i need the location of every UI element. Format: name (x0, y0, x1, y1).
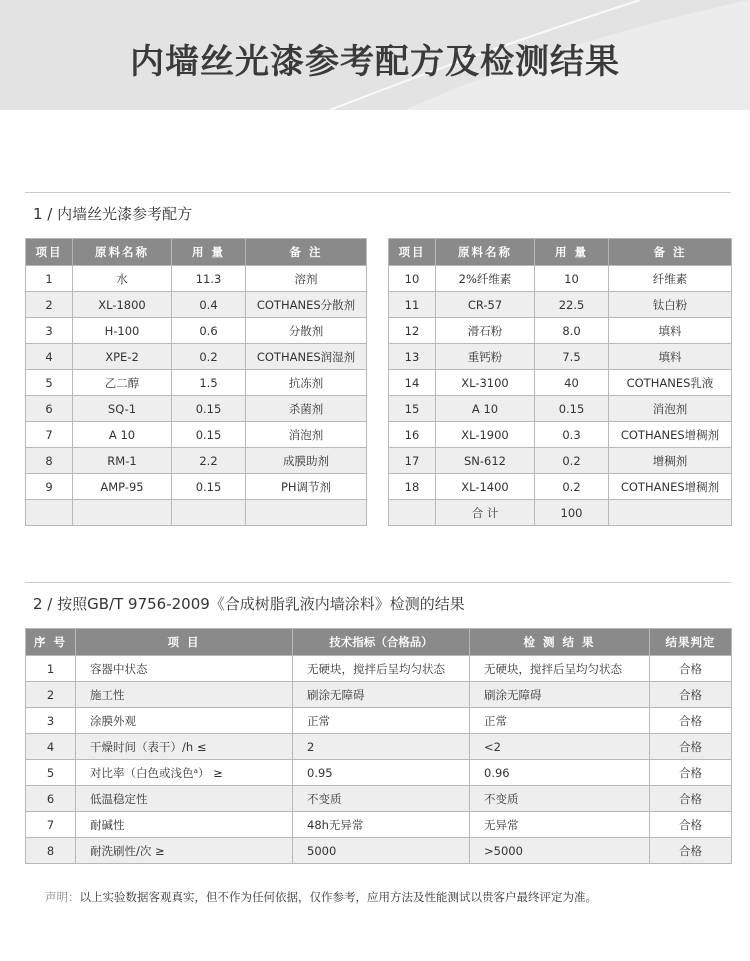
disclaimer-text: 以上实验数据客观真实，但不作为任何依据，仅作参考，应用方法及性能测试以贵客户最终评定为准。 (79, 890, 597, 904)
table-cell: >5000 (470, 838, 650, 864)
table-cell: 4 (26, 734, 76, 760)
table-cell: 增稠剂 (609, 448, 732, 474)
table-cell: SQ-1 (73, 396, 172, 422)
table-cell: 填料 (609, 344, 732, 370)
table-cell: 正常 (293, 708, 470, 734)
table-cell: 涂膜外观 (76, 708, 293, 734)
table-row (26, 344, 367, 370)
table-cell: XL-1400 (436, 474, 535, 500)
table-cell: 0.2 (172, 344, 246, 370)
table-row (26, 760, 732, 786)
col-header: 备 注 (609, 239, 732, 266)
table-row (389, 500, 732, 526)
table-cell: 乙二醇 (73, 370, 172, 396)
table-cell: 0.2 (535, 474, 609, 500)
table-cell: 0.95 (293, 760, 470, 786)
table-cell: 对比率（白色或浅色ᵃ） ≥ (76, 760, 293, 786)
table-cell: 2 (26, 682, 76, 708)
table-cell: 抗冻剂 (246, 370, 367, 396)
table-cell: 刷涂无障碍 (470, 682, 650, 708)
table-cell: 17 (389, 448, 436, 474)
table-cell: A 10 (73, 422, 172, 448)
table-cell: 10 (389, 266, 436, 292)
table-cell: 40 (535, 370, 609, 396)
table-cell: 8 (26, 448, 73, 474)
table-row (26, 396, 367, 422)
table-row (26, 266, 367, 292)
table-cell: 0.2 (535, 448, 609, 474)
table-cell: XL-1900 (436, 422, 535, 448)
table-cell: 纤维素 (609, 266, 732, 292)
table-cell: 容器中状态 (76, 656, 293, 682)
table-cell: 15 (389, 396, 436, 422)
table-cell: 合格 (650, 786, 732, 812)
table-cell: 10 (535, 266, 609, 292)
table-row (389, 422, 732, 448)
table-cell: 填料 (609, 318, 732, 344)
table-cell: XL-3100 (436, 370, 535, 396)
table-cell: 耐洗刷性/次 ≥ (76, 838, 293, 864)
table-cell: 3 (26, 708, 76, 734)
section2-title: 2 / 按照GB/T 9756-2009《合成树脂乳液内墙涂料》检测的结果 (33, 595, 465, 613)
table-row (389, 266, 732, 292)
table-cell: 0.15 (172, 474, 246, 500)
col-header: 原料名称 (73, 239, 172, 266)
table-cell: XPE-2 (73, 344, 172, 370)
col-header: 检 测 结 果 (470, 629, 650, 656)
formula-table-left (25, 238, 367, 526)
col-header: 原料名称 (436, 239, 535, 266)
disclaimer-label: 声明： (45, 890, 80, 904)
table-cell: 48h无异常 (293, 812, 470, 838)
table-row (26, 422, 367, 448)
table-cell: 4 (26, 344, 73, 370)
table-cell: H-100 (73, 318, 172, 344)
table-cell: 杀菌剂 (246, 396, 367, 422)
table-cell: 7 (26, 812, 76, 838)
table-cell: 无异常 (470, 812, 650, 838)
table-cell: CR-57 (436, 292, 535, 318)
table-cell: 合格 (650, 812, 732, 838)
table-cell: 干燥时间（表干）/h ≤ (76, 734, 293, 760)
table-cell: 14 (389, 370, 436, 396)
table-cell: 合格 (650, 838, 732, 864)
table-cell: 合格 (650, 656, 732, 682)
table-cell (26, 500, 73, 526)
table-cell: 消泡剂 (609, 396, 732, 422)
table-row (389, 474, 732, 500)
table-cell: SN-612 (436, 448, 535, 474)
table-row (389, 448, 732, 474)
table-cell: 5 (26, 760, 76, 786)
test-results-table (25, 628, 732, 864)
table-cell: 刷涂无障碍 (293, 682, 470, 708)
table-cell: 13 (389, 344, 436, 370)
table-cell: 0.3 (535, 422, 609, 448)
table-cell: 消泡剂 (246, 422, 367, 448)
table-cell: 合格 (650, 682, 732, 708)
table-row (26, 448, 367, 474)
table-cell: COTHANES润湿剂 (246, 344, 367, 370)
table-cell: 不变质 (470, 786, 650, 812)
table-cell: 6 (26, 786, 76, 812)
table-row (26, 474, 367, 500)
table-cell: 2 (293, 734, 470, 760)
table-cell: 100 (535, 500, 609, 526)
table-row (26, 838, 732, 864)
table-cell: 1 (26, 266, 73, 292)
table-cell: 水 (73, 266, 172, 292)
table-row (26, 682, 732, 708)
table-cell: COTHANES分散剂 (246, 292, 367, 318)
table-cell: 7 (26, 422, 73, 448)
col-header: 备 注 (246, 239, 367, 266)
table-cell: 无硬块，搅拌后呈均匀状态 (293, 656, 470, 682)
table-cell: 2 (26, 292, 73, 318)
table-cell: 5000 (293, 838, 470, 864)
table-row (26, 500, 367, 526)
table-row (389, 344, 732, 370)
table-cell: 成膜助剂 (246, 448, 367, 474)
table-row (26, 656, 732, 682)
table-row (389, 370, 732, 396)
table-cell: 合 计 (436, 500, 535, 526)
table-cell: 1.5 (172, 370, 246, 396)
table-cell: 6 (26, 396, 73, 422)
table-row (26, 370, 367, 396)
table-cell: 0.15 (172, 422, 246, 448)
table-cell: COTHANES增稠剂 (609, 422, 732, 448)
table-row (389, 318, 732, 344)
table-cell: 3 (26, 318, 73, 344)
table-cell: 11 (389, 292, 436, 318)
table-cell: 12 (389, 318, 436, 344)
table-row (26, 812, 732, 838)
col-header: 技术指标（合格品） (293, 629, 470, 656)
table-cell: 22.5 (535, 292, 609, 318)
table-cell: 无硬块，搅拌后呈均匀状态 (470, 656, 650, 682)
table-cell: 分散剂 (246, 318, 367, 344)
col-header: 序 号 (26, 629, 76, 656)
table-cell: 合格 (650, 760, 732, 786)
table-row (26, 292, 367, 318)
table-cell (609, 500, 732, 526)
table-cell: 0.15 (535, 396, 609, 422)
section2-divider (25, 582, 731, 583)
table-cell: 重钙粉 (436, 344, 535, 370)
table-row (26, 318, 367, 344)
table-cell: 2%纤维素 (436, 266, 535, 292)
table-cell: COTHANES乳液 (609, 370, 732, 396)
table-cell: 16 (389, 422, 436, 448)
table-cell (389, 500, 436, 526)
table-cell: 8.0 (535, 318, 609, 344)
table-cell: RM-1 (73, 448, 172, 474)
table-row (389, 396, 732, 422)
disclaimer-note (45, 889, 597, 905)
table-cell: 正常 (470, 708, 650, 734)
table-row (389, 292, 732, 318)
col-header: 项目 (389, 239, 436, 266)
table-row (26, 786, 732, 812)
table-cell: AMP-95 (73, 474, 172, 500)
col-header: 用 量 (172, 239, 246, 266)
table-cell (73, 500, 172, 526)
table-cell: A 10 (436, 396, 535, 422)
table-cell: PH调节剂 (246, 474, 367, 500)
table-cell: 0.15 (172, 396, 246, 422)
table-cell: 9 (26, 474, 73, 500)
table-row (26, 734, 732, 760)
table-cell: 1 (26, 656, 76, 682)
table-cell: 8 (26, 838, 76, 864)
table-cell (246, 500, 367, 526)
section1-title: 1 / 内墙丝光漆参考配方 (33, 205, 193, 223)
table-cell: 7.5 (535, 344, 609, 370)
section1-divider (25, 192, 731, 193)
table-cell: 11.3 (172, 266, 246, 292)
col-header: 用 量 (535, 239, 609, 266)
page-title: 内墙丝光漆参考配方及检测结果 (130, 42, 620, 82)
table-cell: 合格 (650, 708, 732, 734)
table-cell: 2.2 (172, 448, 246, 474)
col-header: 项 目 (76, 629, 293, 656)
table-cell: 滑石粉 (436, 318, 535, 344)
table-cell: COTHANES增稠剂 (609, 474, 732, 500)
table-cell: XL-1800 (73, 292, 172, 318)
table-cell: 施工性 (76, 682, 293, 708)
table-cell (172, 500, 246, 526)
table-cell: <2 (470, 734, 650, 760)
col-header: 项目 (26, 239, 73, 266)
table-row (26, 708, 732, 734)
table-cell: 0.4 (172, 292, 246, 318)
formula-table-right (388, 238, 732, 526)
table-cell: 低温稳定性 (76, 786, 293, 812)
title-banner (0, 0, 750, 110)
table-cell: 溶剂 (246, 266, 367, 292)
table-cell: 0.6 (172, 318, 246, 344)
table-cell: 不变质 (293, 786, 470, 812)
col-header: 结果判定 (650, 629, 732, 656)
table-cell: 耐碱性 (76, 812, 293, 838)
table-cell: 0.96 (470, 760, 650, 786)
table-cell: 18 (389, 474, 436, 500)
table-cell: 5 (26, 370, 73, 396)
table-cell: 钛白粉 (609, 292, 732, 318)
table-cell: 合格 (650, 734, 732, 760)
